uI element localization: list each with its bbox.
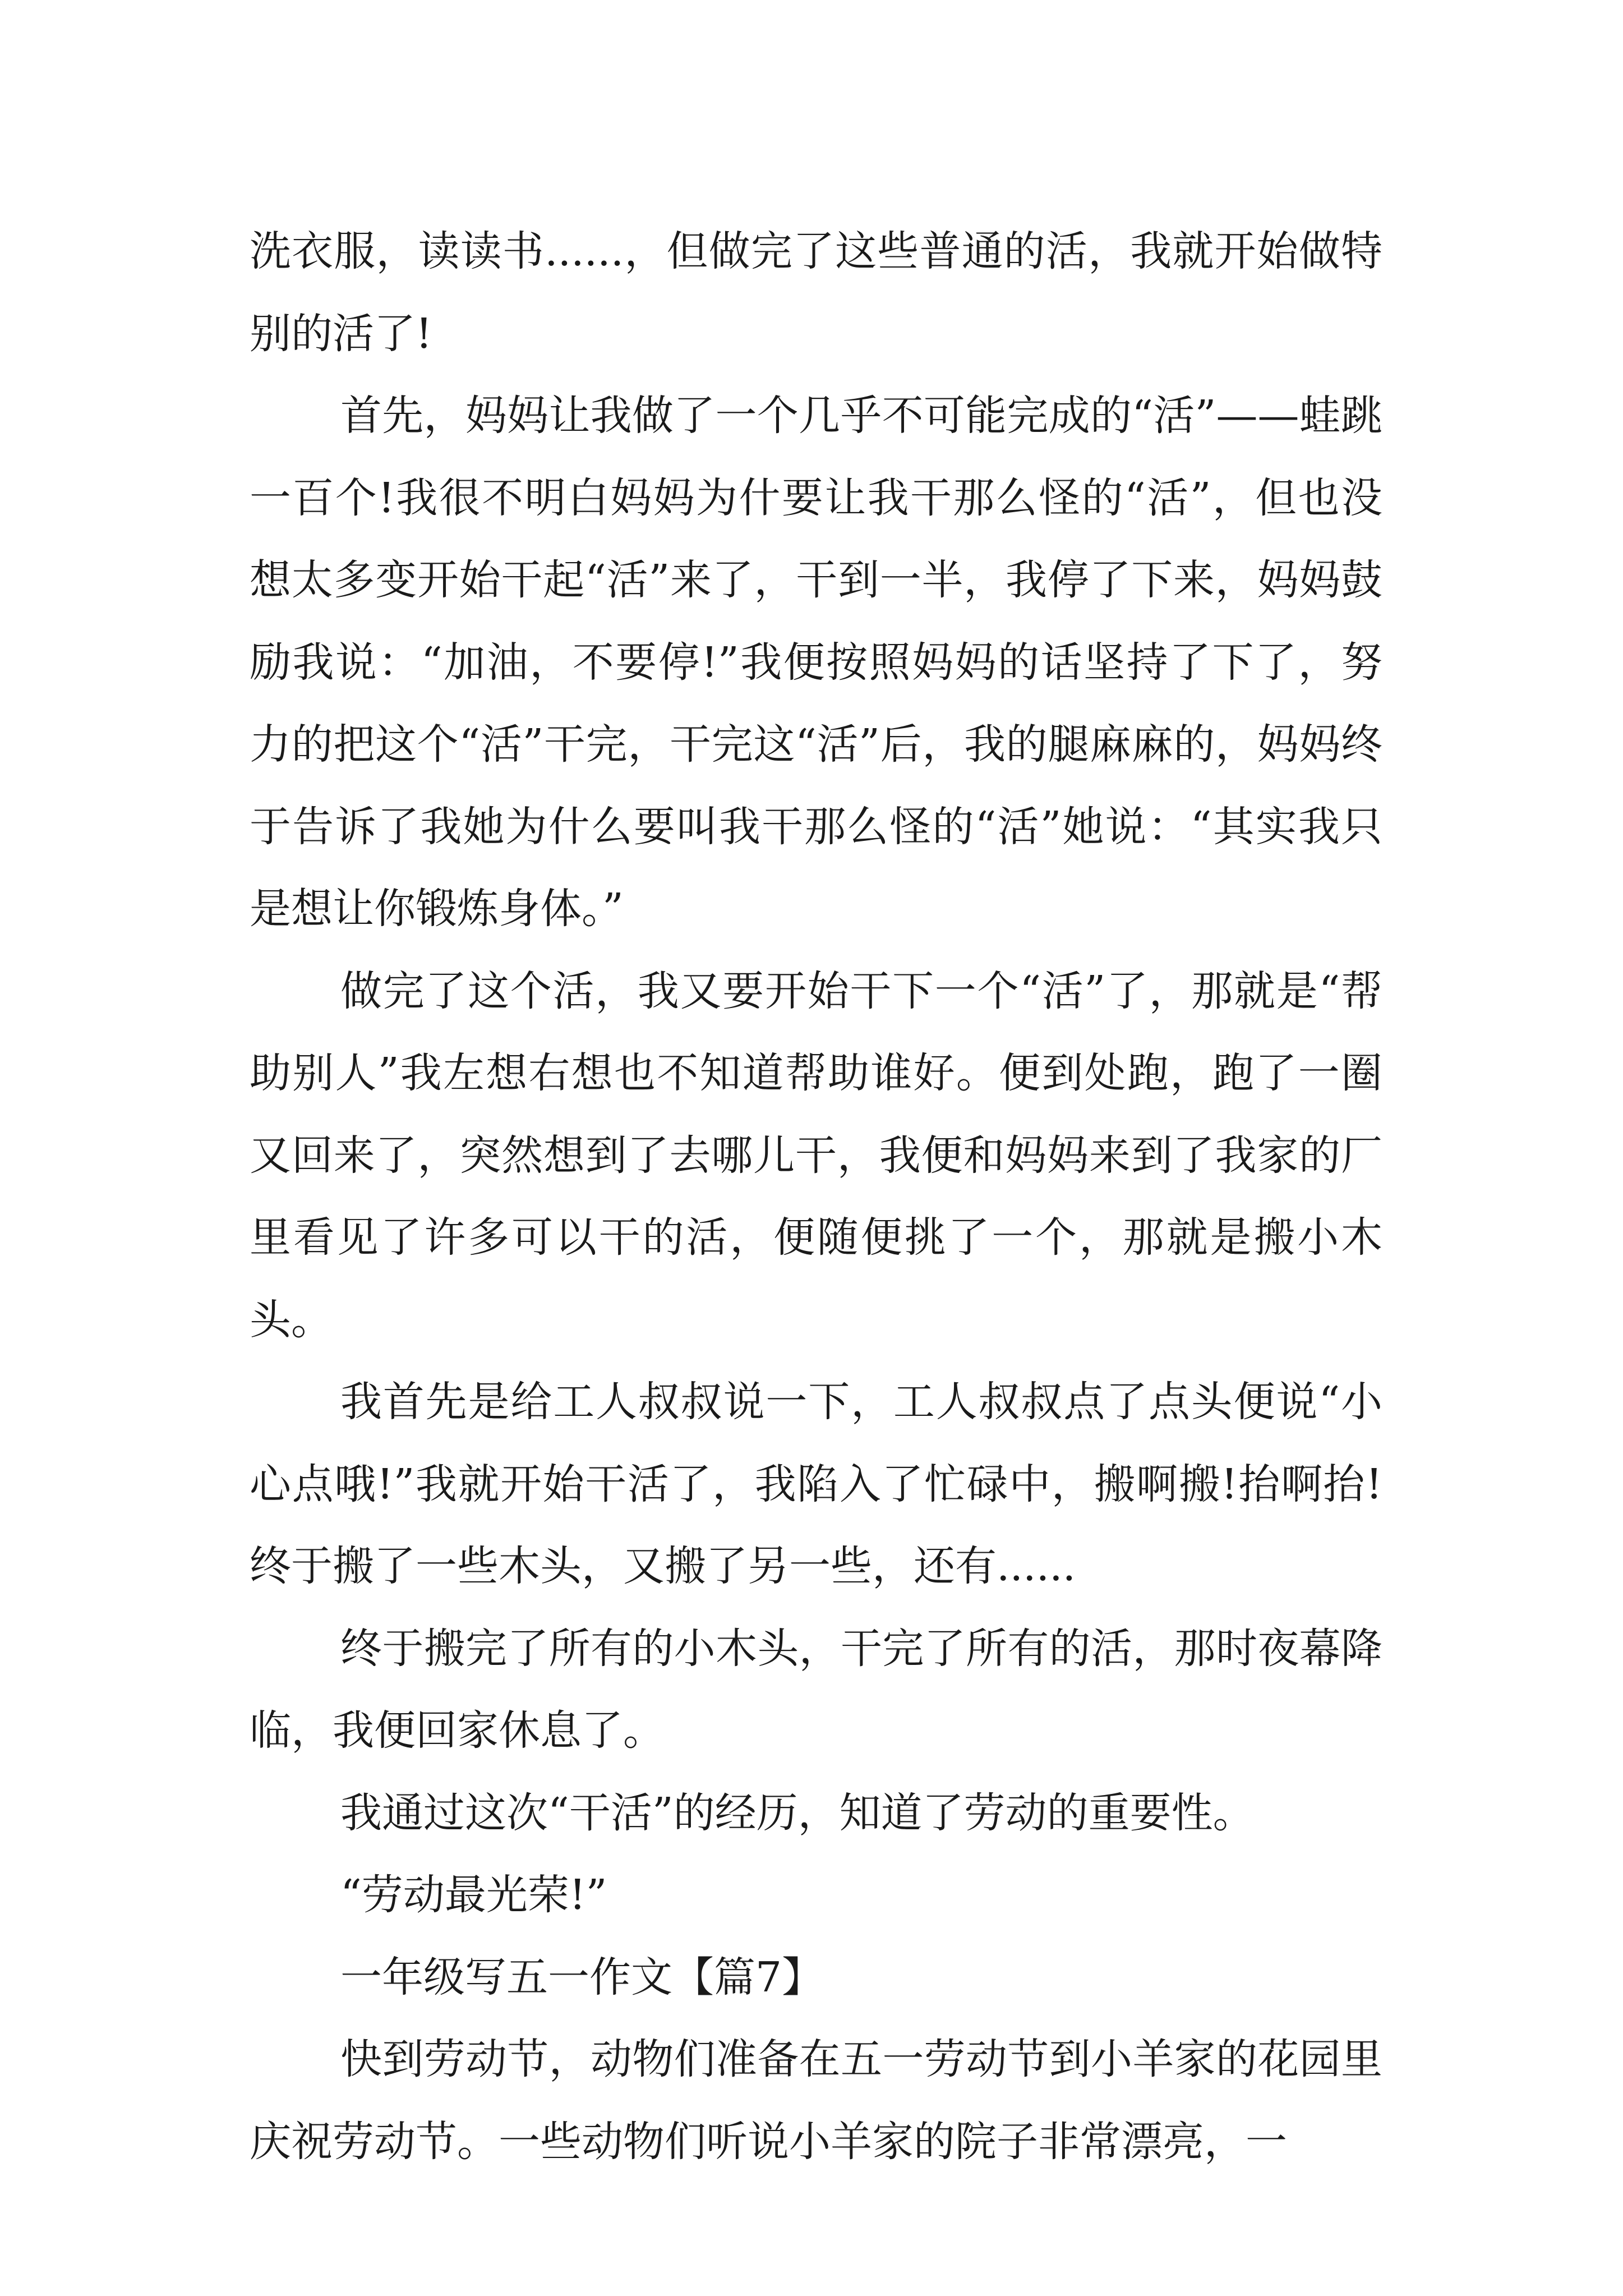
section-heading: 一年级写五一作文【篇7】 (340, 1953, 824, 2001)
paragraph: 做完了这个活，我又要开始干下一个“活”了，那就是“帮助别人”我左想右想也不知道帮助谁好。便到处跑，跑了一圈又回来了，突然想到了去哪儿干，我便和妈妈来到了我家的厂里看见了许多可以干的活，便随便挑了一个，那就是搬小木头。 (250, 967, 1382, 1344)
paragraph: 首先，妈妈让我做了一个几乎不可能完成的“活”——蛙跳一百个!我很不明白妈妈为什要让我干那么怪的“活”，但也没想太多变开始干起“活”来了，干到一半，我停了下来，妈妈鼓励我说：“加油，不要停!”我便按照妈妈的话坚持了下了，努力的把这个“活”干完，干完这“活”后，我的腿麻麻的，妈妈终于告诉了我她为什么要叫我干那么怪的“活”她说：“其实我只是想让你锻炼身体。” (250, 392, 1382, 933)
paragraph: 洗衣服，读读书......，但做完了这些普通的活，我就开始做特别的活了! (250, 227, 1382, 358)
paragraph: 我首先是给工人叔叔说一下，工人叔叔点了点头便说“小心点哦!”我就开始干活了，我陷入了忙碌中，搬啊搬!抬啊抬!终于搬了一些木头，又搬了另一些，还有...... (250, 1378, 1382, 1590)
document-body (250, 210, 1382, 2183)
paragraph: 快到劳动节，动物们准备在五一劳动节到小羊家的花园里庆祝劳动节。一些动物们听说小羊家的院子非常漂亮，一 (250, 2035, 1382, 2166)
quote-line: “劳动最光荣!” (340, 1871, 607, 1919)
paragraph: 我通过这次“干活”的经历，知道了劳动的重要性。 (340, 1788, 1255, 1837)
paragraph: 终于搬完了所有的小木头，干完了所有的活，那时夜幕降临，我便回家休息了。 (250, 1624, 1382, 1755)
